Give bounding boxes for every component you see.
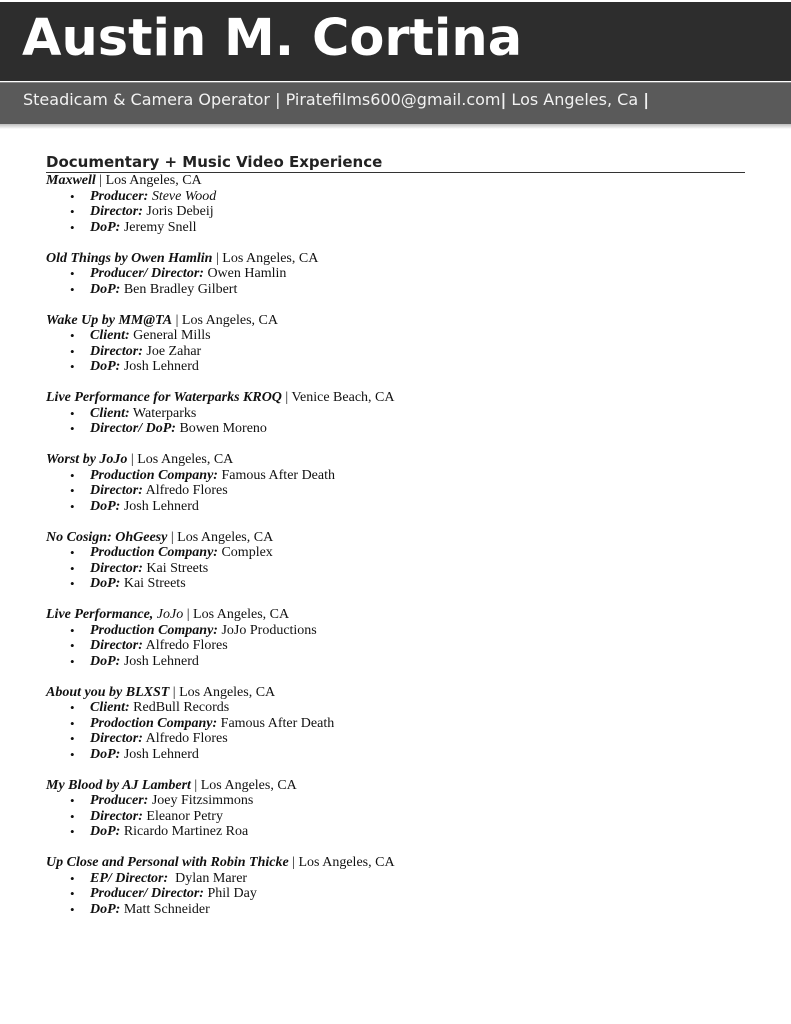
credit-name: Steve Wood	[148, 188, 217, 204]
header-shadow	[0, 124, 791, 129]
credit-name: Joe Zahar	[142, 343, 202, 359]
credit-item	[46, 561, 745, 577]
credit-name: Josh Lehnerd	[120, 498, 199, 514]
credit-name: Owen Hamlin	[203, 266, 287, 281]
credit-item	[46, 359, 745, 375]
credit-list	[46, 871, 745, 918]
credit-role: DoP:	[90, 824, 121, 839]
contact-end-separator: |	[643, 90, 650, 109]
experience-entry	[46, 173, 745, 235]
credit-list	[46, 468, 745, 515]
credit-role: Production Company:	[90, 622, 218, 638]
credit-item	[46, 220, 745, 236]
entry-title: Worst by JoJo	[46, 452, 128, 467]
contact-line	[23, 89, 649, 111]
entry-location: | Los Angeles, CA	[95, 173, 202, 188]
credit-role: Director:	[90, 204, 143, 219]
credit-list	[46, 266, 745, 297]
credit-role: Producer:	[90, 188, 149, 204]
credit-list	[46, 700, 745, 762]
credit-role: DoP:	[90, 653, 121, 669]
credit-list	[46, 623, 745, 670]
credit-item	[46, 747, 745, 763]
resume-name: Austin M. Cortina	[22, 9, 523, 68]
experience-entry	[46, 251, 745, 298]
credit-name: Ricardo Martinez Roa	[120, 824, 249, 839]
credit-name: Dylan Marer	[168, 870, 248, 886]
credit-item	[46, 638, 745, 654]
credit-role: Producer/ Director:	[90, 886, 204, 901]
credit-item	[46, 654, 745, 670]
credit-item	[46, 700, 745, 716]
entry-title: Up Close and Personal with Robin Thicke	[46, 855, 289, 870]
credit-item	[46, 902, 745, 918]
credit-item	[46, 716, 745, 732]
entry-location: | Venice Beach, CA	[281, 390, 395, 405]
credit-list	[46, 189, 745, 236]
experience-entry	[46, 530, 745, 592]
credit-role: Prodoction Company:	[90, 715, 218, 731]
entry-title: Wake Up by MM@TA	[46, 312, 173, 328]
credit-list	[46, 328, 745, 375]
entry-location: | Los Angeles, CA	[212, 250, 319, 266]
credit-role: Producer:	[90, 793, 149, 808]
experience-entry	[46, 778, 745, 840]
credit-name: Waterparks	[129, 405, 197, 421]
credit-name: Eleanor Petry	[142, 808, 223, 824]
credit-role: Director:	[90, 808, 143, 824]
contact-separator: |	[500, 90, 507, 109]
credit-name: RedBull Records	[129, 700, 230, 715]
credit-role: Director:	[90, 483, 143, 498]
entry-title-artist: JoJo	[156, 607, 184, 622]
experience-section	[46, 153, 745, 933]
credit-name: Alfredo Flores	[142, 638, 228, 653]
credit-role: Production Company:	[90, 467, 218, 483]
credit-role: Director:	[90, 560, 143, 576]
entry-location: | Los Angeles, CA	[190, 777, 297, 793]
credit-name: Joey Fitzsimmons	[148, 793, 254, 808]
credit-item	[46, 328, 745, 344]
entry-heading	[46, 607, 745, 623]
credit-item	[46, 468, 745, 484]
credit-name: Complex	[217, 545, 273, 560]
credit-name: General Mills	[129, 328, 211, 343]
entry-heading	[46, 173, 745, 189]
experience-entry	[46, 685, 745, 763]
contact-location: Los Angeles, Ca	[506, 90, 644, 109]
credit-item	[46, 344, 745, 360]
credit-role: DoP:	[90, 746, 121, 762]
credit-name: Joris Debeij	[142, 204, 214, 219]
credit-name: Famous After Death	[217, 467, 335, 483]
credit-item	[46, 499, 745, 515]
entry-location: | Los Angeles, CA	[127, 452, 234, 467]
entry-heading	[46, 855, 745, 871]
entry-title: My Blood by AJ Lambert	[46, 777, 191, 793]
credit-name: Kai Streets	[142, 560, 209, 576]
entry-heading	[46, 778, 745, 794]
credit-item	[46, 824, 745, 840]
credit-item	[46, 483, 745, 499]
entry-title: No Cosign: OhGeesy	[46, 529, 168, 545]
credit-role: Client:	[90, 700, 130, 715]
credit-name: Josh Lehnerd	[120, 746, 199, 762]
entry-location: | Los Angeles, CA	[172, 312, 278, 328]
credit-item	[46, 545, 745, 561]
entry-heading	[46, 251, 745, 267]
entry-heading	[46, 390, 745, 406]
credit-name: Josh Lehnerd	[120, 653, 199, 669]
entry-title: Maxwell	[46, 173, 96, 188]
experience-entry	[46, 313, 745, 375]
credit-role: DoP:	[90, 901, 121, 917]
credit-item	[46, 886, 745, 902]
credit-role: DoP:	[90, 281, 121, 297]
experience-entry	[46, 452, 745, 514]
section-title: Documentary + Music Video Experience	[46, 153, 745, 173]
entry-heading	[46, 530, 745, 546]
credit-item	[46, 871, 745, 887]
credit-item	[46, 266, 745, 282]
credit-role: Director:	[90, 638, 143, 653]
credit-name: Alfredo Flores	[142, 483, 228, 498]
entry-location: | Los Angeles, CA	[288, 855, 395, 870]
credit-role: DoP:	[90, 359, 121, 374]
credit-item	[46, 204, 745, 220]
credit-list	[46, 406, 745, 437]
contact-main: Steadicam & Camera Operator | Piratefilms600@gmail.com	[23, 90, 501, 109]
credit-role: Production Company:	[90, 545, 218, 560]
credit-name: Jeremy Snell	[120, 219, 197, 235]
credit-item	[46, 421, 745, 437]
credit-item	[46, 189, 745, 205]
credit-role: Producer/ Director:	[90, 266, 204, 281]
credit-list	[46, 793, 745, 840]
credit-item	[46, 793, 745, 809]
credit-role: EP/ Director:	[90, 870, 169, 886]
credit-name: JoJo Productions	[217, 622, 317, 638]
entry-title: Old Things by Owen Hamlin	[46, 250, 213, 266]
experience-entry	[46, 390, 745, 437]
experience-list	[46, 173, 745, 917]
credit-role: DoP:	[90, 219, 121, 235]
credit-role: DoP:	[90, 576, 121, 591]
credit-role: Client:	[90, 328, 130, 343]
credit-role: DoP:	[90, 498, 121, 514]
entry-location: | Los Angeles, CA	[169, 684, 276, 700]
credit-item	[46, 809, 745, 825]
credit-item	[46, 731, 745, 747]
credit-name: Famous After Death	[217, 715, 335, 731]
credit-role: Director:	[90, 731, 143, 746]
entry-title: Live Performance for Waterparks KROQ	[46, 390, 282, 405]
credit-item	[46, 576, 745, 592]
entry-heading	[46, 313, 745, 329]
entry-heading	[46, 452, 745, 468]
credit-name: Bowen Moreno	[175, 421, 267, 436]
credit-list	[46, 545, 745, 592]
credit-role: Client:	[90, 405, 130, 421]
credit-name: Matt Schneider	[120, 901, 210, 917]
credit-name: Josh Lehnerd	[120, 359, 199, 374]
experience-entry	[46, 607, 745, 669]
credit-role: Director/ DoP:	[90, 421, 176, 436]
credit-name: Kai Streets	[120, 576, 186, 591]
entry-location: | Los Angeles, CA	[167, 529, 274, 545]
credit-item	[46, 623, 745, 639]
experience-entry	[46, 855, 745, 917]
entry-title: Live Performance,	[46, 607, 157, 622]
entry-title: About you by BLXST	[46, 684, 170, 700]
credit-item	[46, 282, 745, 298]
credit-name: Alfredo Flores	[142, 731, 228, 746]
entry-heading	[46, 685, 745, 701]
credit-item	[46, 406, 745, 422]
credit-name: Ben Bradley Gilbert	[120, 281, 238, 297]
credit-name: Phil Day	[203, 886, 257, 901]
entry-location: | Los Angeles, CA	[183, 607, 290, 622]
credit-role: Director:	[90, 343, 143, 359]
